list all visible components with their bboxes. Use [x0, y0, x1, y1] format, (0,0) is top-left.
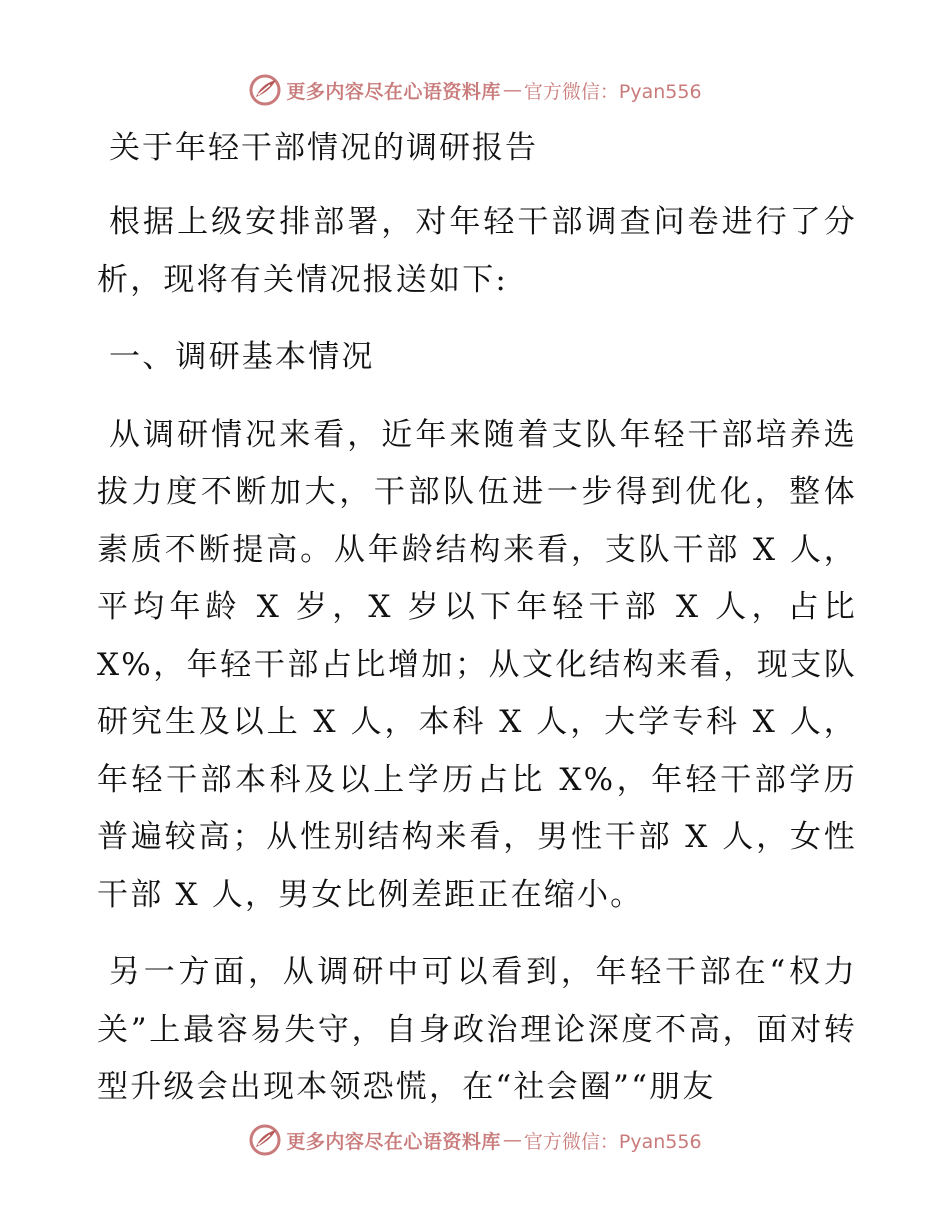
watermark-separator: —: [502, 79, 522, 101]
document-title: 关于年轻干部情况的调研报告: [109, 130, 538, 166]
watermark-text: 更多内容尽在心语资料库: [286, 1130, 501, 1153]
leaf-pen-logo-icon: [248, 1123, 282, 1157]
watermark-separator: —: [502, 1129, 522, 1151]
watermark-wechat: 官方微信：Pyan556: [523, 80, 702, 103]
header-watermark: [0, 70, 950, 110]
watermark-text: 更多内容尽在心语资料库: [286, 80, 501, 103]
document-body: [97, 122, 857, 1137]
leaf-pen-logo-icon: [248, 73, 282, 107]
body-paragraph-1: 从调研情况来看，近年来随着支队年轻干部培养选拔力度不断加大，干部队伍进一步得到优化，整体素质不断提高。从年龄结构来看，支队干部 X 人，平均年龄 X 岁，X 岁以下年轻干部 X 人，占比 X%，年轻干部占比增加；从文化结构来看，现支队研究生及以上 X 人，本科 X 人，大学专科 X 人，年轻干部本科及以上学历占比 X%，年轻干部学历普遍较高；从性别结构来看，男性干部 X 人，女性干部 X 人，男女比例差距正在缩小。: [97, 416, 857, 913]
intro-paragraph: 根据上级安排部署，对年轻干部调查问卷进行了分析，现将有关情况报送如下:: [97, 204, 857, 298]
section-heading: 一、调研基本情况: [109, 339, 375, 375]
body-paragraph-2: 另一方面，从调研中可以看到，年轻干部在“权力关”上最容易失守，自身政治理论深度不高，面对转型升级会出现本领恐慌，在“社会圈”“朋友: [97, 954, 857, 1105]
watermark-wechat: 官方微信：Pyan556: [523, 1130, 702, 1153]
footer-watermark: [0, 1120, 950, 1160]
